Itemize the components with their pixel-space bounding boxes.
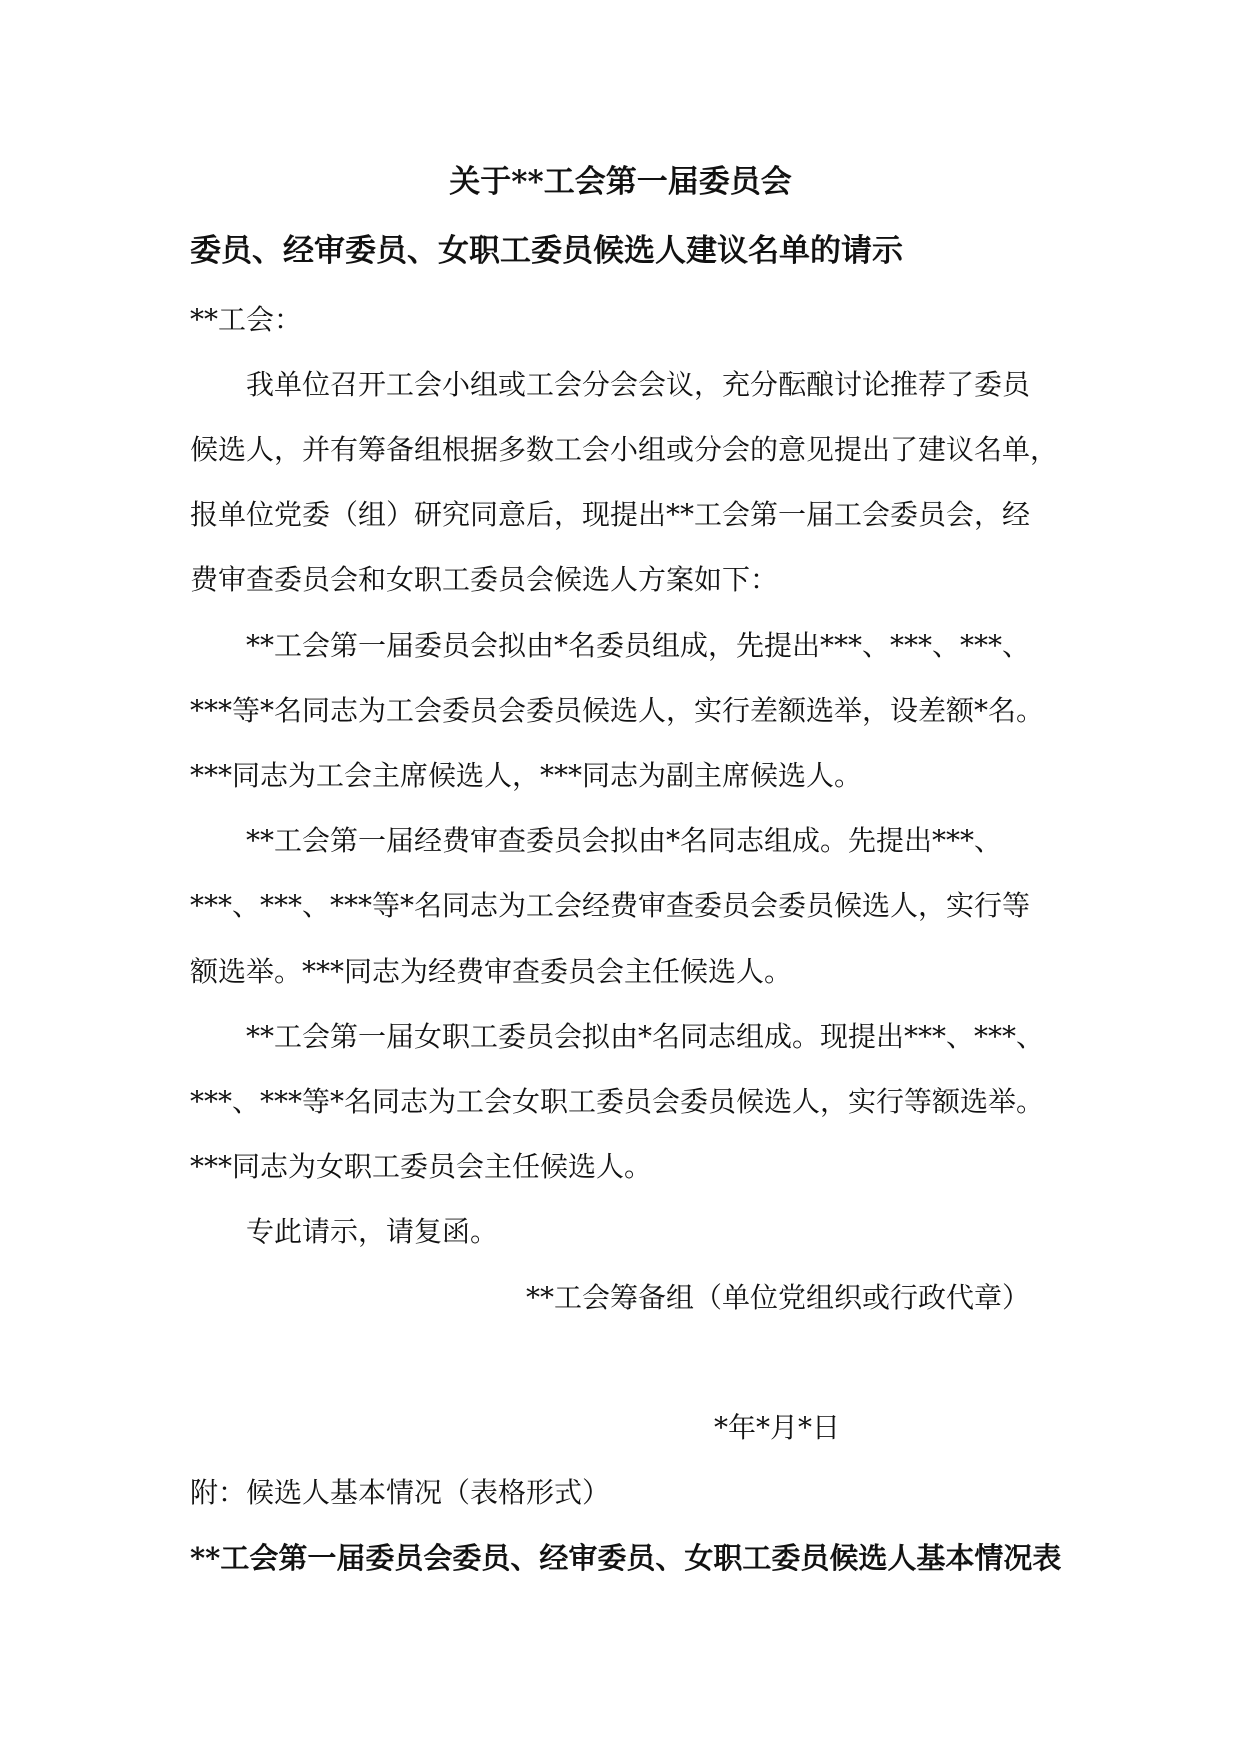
signature: **工会筹备组（单位党组织或行政代章）: [526, 1281, 1031, 1314]
paragraph-3-line-1: **工会第一届经费审查委员会拟由*名同志组成。先提出***、: [246, 824, 1003, 857]
paragraph-4-line-1: **工会第一届女职工委员会拟由*名同志组成。现提出***、***、: [246, 1020, 1045, 1053]
salutation: **工会：: [190, 303, 303, 336]
paragraph-1-line-3: 报单位党委（组）研究同意后，现提出**工会第一届工会委员会，经: [190, 498, 1031, 531]
paragraph-2-line-2: ***等*名同志为工会委员会委员候选人，实行差额选举，设差额*名。: [190, 694, 1045, 727]
paragraph-1-line-2: 候选人，并有筹备组根据多数工会小组或分会的意见提出了建议名单，: [190, 433, 1059, 466]
document-title-line-1: 关于**工会第一届委员会: [449, 164, 792, 200]
paragraph-4-line-3: ***同志为女职工委员会主任候选人。: [190, 1150, 653, 1183]
paragraph-1-line-4: 费审查委员会和女职工委员会候选人方案如下：: [190, 563, 779, 596]
closing-line: 专此请示，请复函。: [246, 1215, 499, 1248]
attachment-note: 附：候选人基本情况（表格形式）: [190, 1476, 611, 1509]
paragraph-2-line-1: **工会第一届委员会拟由*名委员组成，先提出***、***、***、: [246, 629, 1031, 662]
paragraph-3-line-3: 额选举。***同志为经费审查委员会主任候选人。: [190, 955, 793, 988]
date: *年*月*日: [714, 1411, 841, 1444]
attachment-table-title: **工会第一届委员会委员、经审委员、女职工委员候选人基本情况表: [190, 1541, 1062, 1575]
paragraph-1-line-1: 我单位召开工会小组或工会分会会议，充分酝酿讨论推荐了委员: [246, 368, 1031, 401]
document-title-line-2: 委员、经审委员、女职工委员候选人建议名单的请示: [190, 233, 903, 269]
paragraph-2-line-3: ***同志为工会主席候选人，***同志为副主席候选人。: [190, 759, 863, 792]
paragraph-3-line-2: ***、***、***等*名同志为工会经费审查委员会委员候选人，实行等: [190, 889, 1031, 922]
paragraph-4-line-2: ***、***等*名同志为工会女职工委员会委员候选人，实行等额选举。: [190, 1085, 1045, 1118]
